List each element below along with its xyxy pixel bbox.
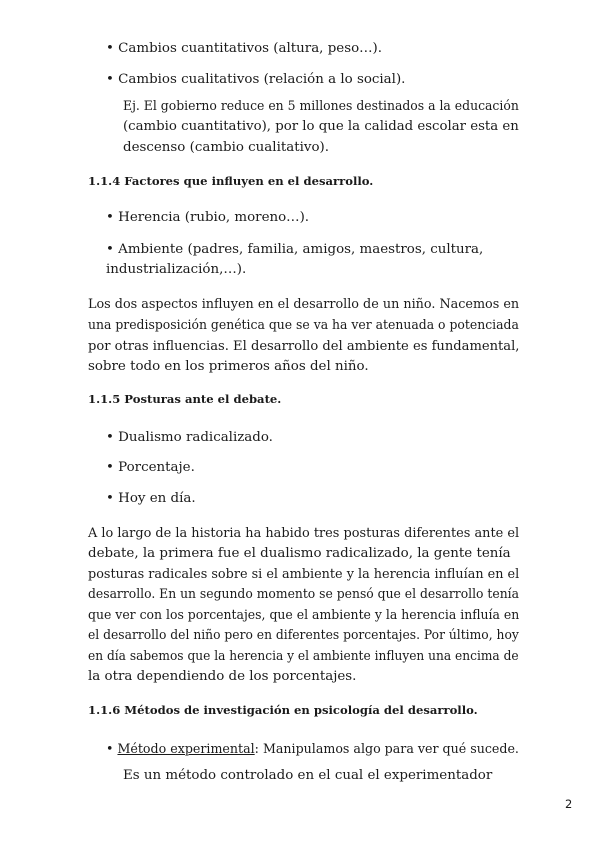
list-item: • Cambios cuantitativos (altura, peso…). [106,41,382,57]
paragraph-line: una predisposición genética que se va ha ver atenuada o potenciada [88,318,519,333]
section-heading: 1.1.5 Posturas ante el debate. [88,392,282,406]
paragraph-line: desarrollo. En un segundo momento se pensó que el desarrollo tenía [88,587,519,602]
list-item: • Cambios cualitativos (relación a lo social). [106,72,405,88]
example-line: descenso (cambio cualitativo). [123,140,329,155]
paragraph-line: sobre todo en los primeros años del niño. [88,359,369,374]
list-item: • Hoy en día. [106,491,196,507]
list-item [106,742,519,758]
paragraph-line: por otras influencias. El desarrollo del ambiente es fundamental, [88,339,520,354]
page-number: 2 [565,797,573,811]
list-item: • Porcentaje. [106,460,195,476]
list-item: • Herencia (rubio, moreno…). [106,210,309,226]
example-line: (cambio cuantitativo), por lo que la calidad escolar esta en [123,119,519,134]
list-item-continuation: industrialización,…). [106,262,247,277]
example-line: Ej. El gobierno reduce en 5 millones destinados a la educación [123,99,519,114]
section-heading: 1.1.4 Factores que influyen en el desarrollo. [88,174,374,188]
paragraph-line: la otra dependiendo de los porcentajes. [88,669,357,684]
paragraph-line: el desarrollo del niño pero en diferentes porcentajes. Por último, hoy [88,628,519,643]
section-heading: 1.1.6 Métodos de investigación en psicología del desarrollo. [88,703,478,717]
list-item-continuation: Es un método controlado en el cual el experimentador [123,768,493,783]
paragraph-line: posturas radicales sobre si el ambiente y la herencia influían en el [88,567,520,582]
method-description: : Manipulamos algo para ver qué sucede. [254,742,519,757]
paragraph-line: Los dos aspectos influyen en el desarrollo de un niño. Nacemos en [88,297,520,312]
paragraph-line: que ver con los porcentajes, que el ambiente y la herencia influía en [88,608,520,623]
paragraph-line: A lo largo de la historia ha habido tres posturas diferentes ante el [88,526,520,541]
method-term: Método experimental [117,742,255,757]
paragraph-line: en día sabemos que la herencia y el ambiente influyen una encima de [88,649,519,664]
list-item: • Dualismo radicalizado. [106,430,273,446]
paragraph-line: debate, la primera fue el dualismo radicalizado, la gente tenía [88,546,511,561]
list-item: • Ambiente (padres, familia, amigos, maestros, cultura, [106,242,483,258]
